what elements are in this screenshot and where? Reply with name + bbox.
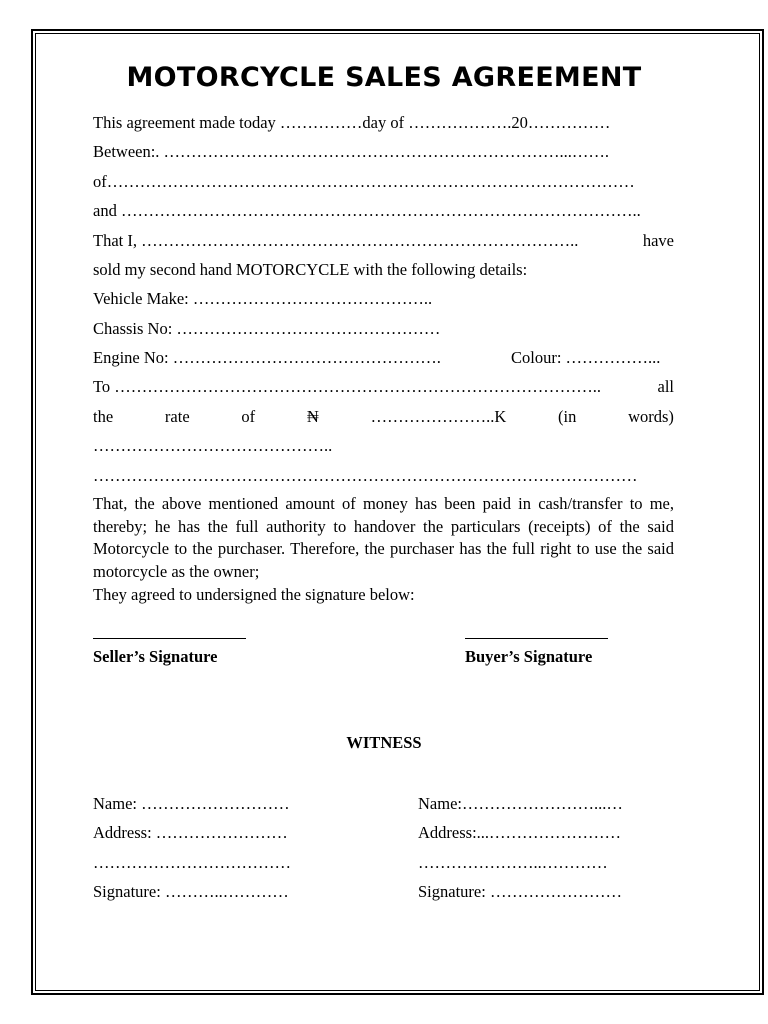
colour-text: Colour: ……………... <box>511 348 661 367</box>
witness-right-address: Address:...…………………… <box>418 823 622 842</box>
witness-right-address-extra: …………………..………… <box>418 853 608 872</box>
between-line: Between:. ………………………………………………………………...……. <box>93 142 610 161</box>
buyer-signature-label: Buyer’s Signature <box>465 647 593 666</box>
witness-left-signature: Signature: ………..………… <box>93 882 289 901</box>
witness-left-address: Address: …………………… <box>93 823 288 842</box>
payment-paragraph: That, the above mentioned amount of money has been paid in cash/transfer to me, thereby; he has the full authority to handover the particulars (receipts) of the said Motorcycle to the purchaser. Therefore, the purchaser has the full right to use the said motorcycle as the owner; <box>93 494 674 581</box>
witness-right-name: Name:……………………...… <box>418 794 623 813</box>
naira-symbol: ₦ <box>306 407 319 426</box>
that-i-text: That I, …………………………………………………………………….. <box>93 231 579 250</box>
rate-word: of <box>241 407 256 426</box>
all-text: all <box>657 377 674 396</box>
of-line: of…………………………………………………………………………………… <box>93 172 635 191</box>
rate-line <box>93 407 674 427</box>
that-i-line <box>93 231 674 251</box>
chassis-no-line: Chassis No: ………………………………………… <box>93 319 441 338</box>
witness-right-signature: Signature: …………………… <box>418 882 622 901</box>
witness-left-address-extra: ……………………………… <box>93 853 291 872</box>
vehicle-make-line: Vehicle Make: …………………………………….. <box>93 289 433 308</box>
rate-word: (in <box>558 407 577 426</box>
rate-word: rate <box>164 407 190 426</box>
witness-left-name: Name: ……………………… <box>93 794 290 813</box>
witness-heading: WITNESS <box>346 733 422 752</box>
words-line-2: ……………………………………………………………………………………… <box>93 466 638 485</box>
to-text: To …………………………………………………………………………….. <box>93 377 602 396</box>
and-line: and ………………………………………………………………………………….. <box>93 201 641 220</box>
amount-field: …………………..K <box>370 407 507 426</box>
engine-no-text: Engine No: …………………………………………. <box>93 348 441 367</box>
seller-signature-label: Seller’s Signature <box>93 647 218 666</box>
agreement-date-line: This agreement made today ……………day of ……………….20…………… <box>93 113 611 132</box>
have-text: have <box>642 231 674 250</box>
agreement-statement: They agreed to undersigned the signature below: <box>93 585 415 604</box>
document-title: MOTORCYCLE SALES AGREEMENT <box>126 62 642 93</box>
words-line-1: …………………………………….. <box>93 436 333 455</box>
rate-word: words) <box>628 407 674 426</box>
engine-colour-line <box>93 348 674 368</box>
rate-word: the <box>93 407 114 426</box>
buyer-signature-line <box>465 638 608 639</box>
to-line <box>93 377 674 397</box>
seller-signature-line <box>93 638 246 639</box>
sold-line: sold my second hand MOTORCYCLE with the following details: <box>93 260 528 279</box>
